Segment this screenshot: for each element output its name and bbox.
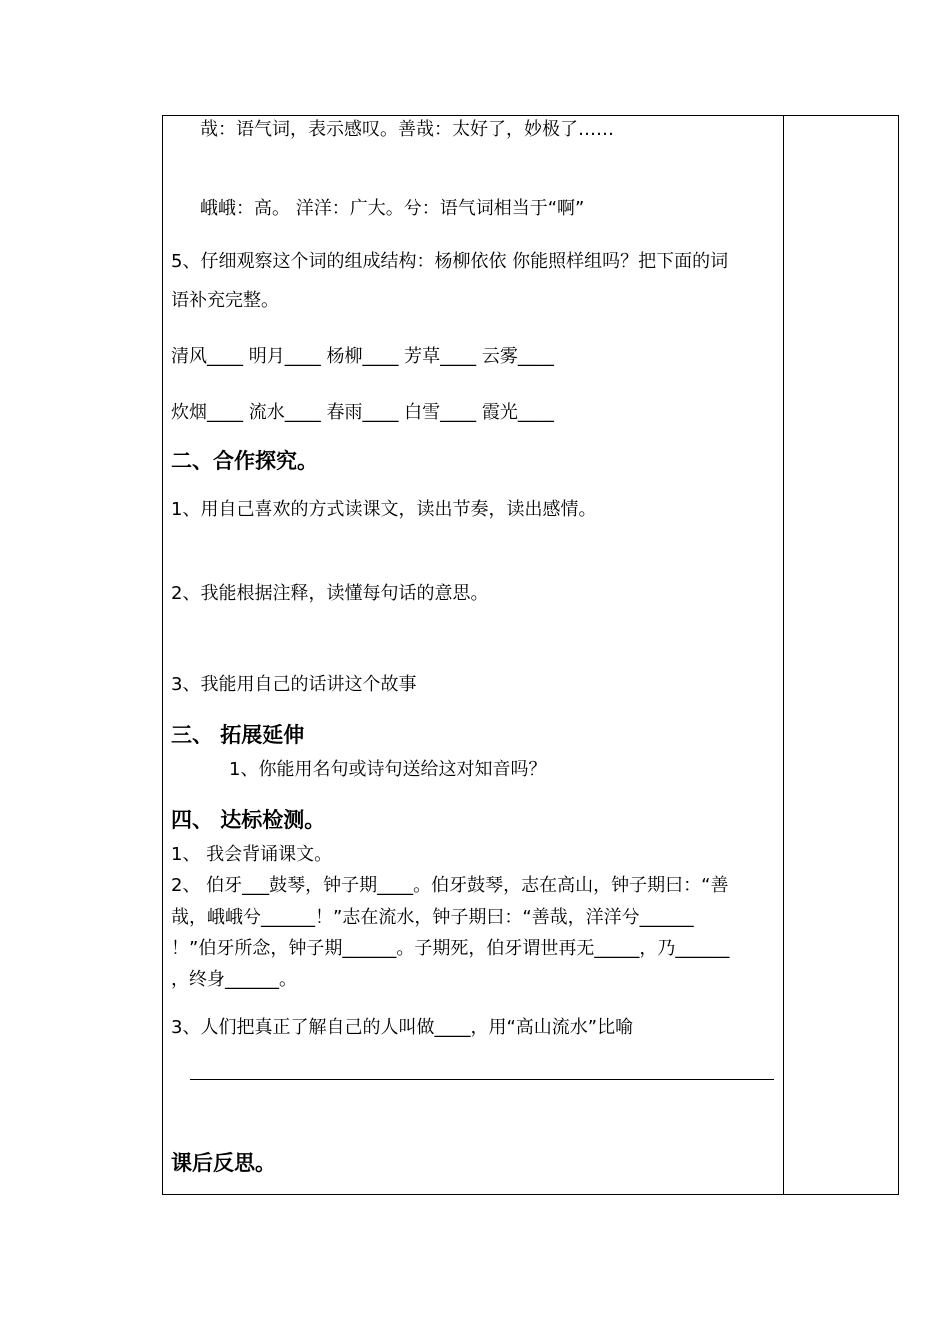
test-item-2-line-3: ！”伯牙所念，钟子期______。子期死，伯牙谓世再无_____，乃______ [171,938,730,959]
note-ee: 峨峨：高。 洋洋：广大。兮：语气词相当于“啊” [200,198,585,219]
word-fill-row-2: 炊烟____ 流水____ 春雨____ 白雪____ 霞光____ [171,402,554,423]
section-4-heading: 四、 达标检测。 [171,808,326,832]
section-2-heading: 二、合作探究。 [171,449,318,473]
question-5-cont: 语补充完整。 [171,290,279,311]
extend-item-1: 1、你能用名句或诗句送给这对知音吗？ [229,759,547,780]
question-5: 5、仔细观察这个词的组成结构：杨柳依依 你能照样组吗？把下面的词 [171,251,729,272]
test-item-2: 2、 伯牙___鼓琴，钟子期____。伯牙鼓琴，志在高山，钟子期曰：“善 [171,875,729,896]
test-item-2-line-2: 哉，峨峨兮______！”志在流水，钟子期曰：“善哉，洋洋兮______ [171,907,694,928]
word-fill-row-1: 清风____ 明月____ 杨柳____ 芳草____ 云雾____ [171,346,554,367]
reflection-heading: 课后反思。 [171,1151,276,1175]
explore-item-1: 1、用自己喜欢的方式读课文，读出节奏，读出感情。 [171,499,597,520]
explore-item-2: 2、我能根据注释，读懂每句话的意思。 [171,583,489,604]
section-3-heading: 三、 拓展延伸 [171,723,305,747]
answer-line [190,1079,774,1080]
test-item-2-line-4: ，终身______。 [171,969,297,990]
test-item-3: 3、人们把真正了解自己的人叫做____，用“高山流水”比喻 [171,1017,634,1038]
note-zai: 哉：语气词，表示感叹。善哉：太好了，妙极了…… [200,119,614,140]
explore-item-3: 3、我能用自己的话讲这个故事 [171,674,417,695]
column-divider [783,115,784,1195]
test-item-1: 1、 我会背诵课文。 [171,844,333,865]
